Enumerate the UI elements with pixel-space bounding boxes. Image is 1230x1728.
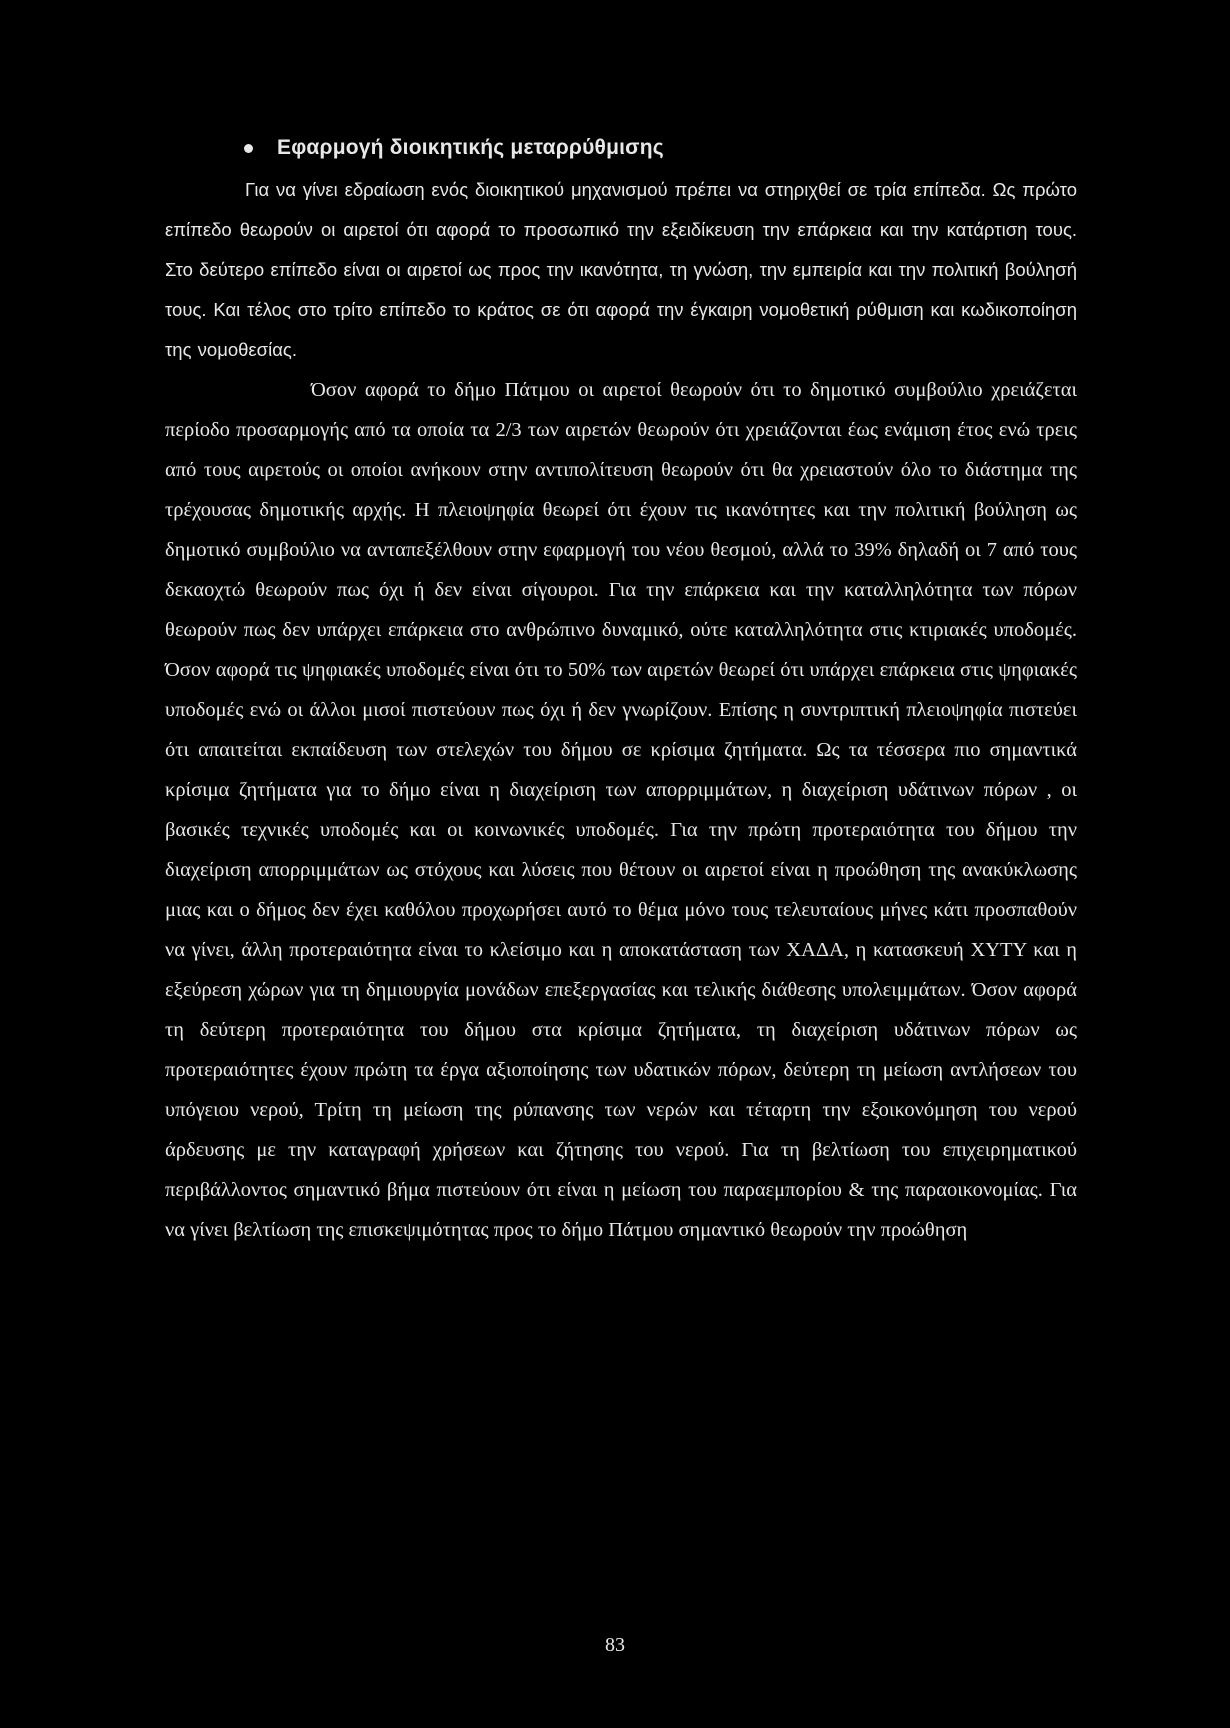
paragraph-patmos: Όσον αφορά το δήμο Πάτμου οι αιρετοί θεωρούν ότι το δημοτικό συμβούλιο χρειάζεται περίοδο προσαρμογής από τα οποία τα 2/3 των αιρετών θεωρούν ότι χρειάζονται έως ενάμιση έτος ενώ τρεις από τους αιρετούς οι οποίοι ανήκουν στην αντιπολίτευση θεωρούν ότι θα χρειαστούν όλο το διάστημα της τρέχουσας δημοτικής αρχής. Η πλειοψηφία θεωρεί ότι έχουν τις ικανότητες και την πολιτική βούληση ως δημοτικό συμβούλιο να ανταπεξέλθουν στην εφαρμογή του νέου θεσμού, αλλά το 39% δηλαδή οι 7 από τους δεκαοχτώ θεωρούν πως όχι ή δεν είναι σίγουροι. Για την επάρκεια και την καταλληλότητα των πόρων θεωρούν πως δεν υπάρχει επάρκεια στο ανθρώπινο δυναμικό, ούτε καταλληλότητα στις κτιριακές υποδομές. Όσον αφορά τις ψηφιακές υποδομές είναι ότι το 50% των αιρετών θεωρεί ότι υπάρχει επάρκεια στις ψηφιακές υποδομές ενώ οι άλλοι μισοί πιστεύουν πως όχι ή δεν γνωρίζουν. Επίσης η συντριπτική πλειοψηφία πιστεύει ότι απαιτείται εκπαίδευση των στελεχών του δήμου σε κρίσιμα ζητήματα. Ως τα τέσσερα πιο σημαντικά κρίσιμα ζητήματα για το δήμο είναι η διαχείριση των απορριμμάτων, η διαχείριση υδάτινων πόρων , οι βασικές τεχνικές υποδομές και οι κοινωνικές υποδομές. Για την πρώτη προτεραιότητα του δήμου την διαχείριση απορριμμάτων ως στόχους και λύσεις που θέτουν οι αιρετοί είναι η προώθηση της ανακύκλωσης μιας και ο δήμος δεν έχει καθόλου προχωρήσει αυτό το θέμα μόνο τους τελευταίους μήνες κάτι προσπαθούν να γίνει, άλλη προτεραιότητα είναι το κλείσιμο και η αποκατάσταση των ΧΑΔΑ, η κατασκευή ΧΥΤΥ και η εξεύρεση χώρων για τη δημιουργία μονάδων επεξεργασίας και τελικής διάθεσης υπολειμμάτων. Όσον αφορά τη δεύτερη προτεραιότητα του δήμου στα κρίσιμα ζητήματα, τη διαχείριση υδάτινων πόρων ως προτεραιότητες έχουν πρώτη τα έργα αξιοποίησης των υδατικών πόρων, δεύτερη τη μείωση αντλήσεων του υπόγειου νερού, Τρίτη τη μείωση της ρύπανσης των νερών και τέταρτη την εξοικονόμηση του νερού άρδευσης με την καταγραφή χρήσεων και ζήτησης του νερού. Για τη βελτίωση του επιχειρηματικού περιβάλλοντος σημαντικό βήμα πιστεύουν ότι είναι η μείωση του παραεμπορίου & της παραοικονομίας. Για να γίνει βελτίωση της επισκεψιμότητας προς το δήμο Πάτμου σημαντικό θεωρούν την προώθηση: [165, 379, 1077, 1241]
paragraph-intro: Για να γίνει εδραίωση ενός διοικητικού μηχανισμού πρέπει να στηριχθεί σε τρία επίπεδα. Ως πρώτο επίπεδο θεωρούν οι αιρετοί ότι αφορά το προσωπικό την εξειδίκευση την επάρκεια και την κατάρτιση τους. Στο δεύτερο επίπεδο είναι οι αιρετοί ως προς την ικανότητα, τη γνώση, την εμπειρία και την πολιτική βούλησή τους. Και τέλος στο τρίτο επίπεδο το κράτος σε ότι αφορά την έγκαιρη νομοθετική ρύθμιση και κωδικοποίηση της νομοθεσίας.: [165, 179, 1077, 360]
bullet-icon: [244, 144, 253, 153]
page-number: 83: [605, 1634, 625, 1656]
section-heading-text: Εφαρμογή διοικητικής μεταρρύθμισης: [277, 136, 664, 159]
section-heading: [277, 128, 1077, 168]
document-page: [165, 128, 1077, 1250]
